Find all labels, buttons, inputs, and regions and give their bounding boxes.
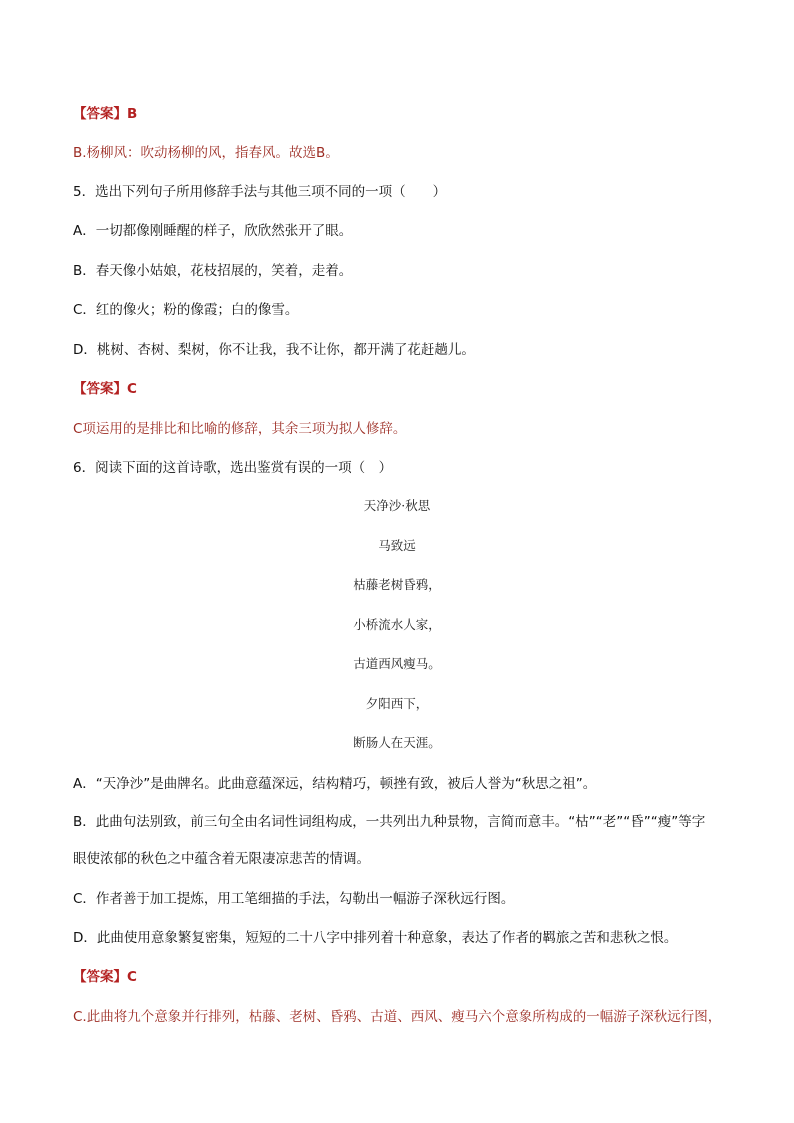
poem-author: 马致远 <box>378 538 416 553</box>
question-5-option-b: B．春天像小姑娘，花枝招展的，笑着，走着。 <box>73 263 353 279</box>
question-6-stem: 6．阅读下面的这首诗歌，选出鉴赏有误的一项（ ） <box>73 460 393 476</box>
question-6-option-c: C．作者善于加工提炼，用工笔细描的手法，勾勒出一幅游子深秋远行图。 <box>73 891 515 907</box>
poem-line: 古道西风瘦马。 <box>353 656 441 671</box>
answer-explanation: C项运用的是排比和比喻的修辞，其余三项为拟人修辞。 <box>73 421 407 437</box>
poem-line: 夕阳西下， <box>365 696 429 711</box>
question-6-option-b-line-2: 眼使浓郁的秋色之中蕴含着无限凄凉悲苦的情调。 <box>73 851 370 867</box>
question-5-option-c: C．红的像火；粉的像霞；白的像雪。 <box>73 302 299 318</box>
question-6-option-b-line-1: B．此曲句法别致，前三句全由名词性词组构成，一共列出九种景物，言简而意丰。“枯”“老”“昏”“瘦”等字 <box>73 814 706 830</box>
question-6-option-d: D．此曲使用意象繁复密集，短短的二十八字中排列着十种意象，表达了作者的羁旅之苦和悲秋之恨。 <box>73 930 678 946</box>
answer-label: 【答案】C <box>73 969 137 985</box>
poem-title: 天净沙·秋思 <box>363 498 431 513</box>
question-6-option-a: A．“天净沙”是曲牌名。此曲意蕴深远，结构精巧，顿挫有致，被后人誉为“秋思之祖”。 <box>73 776 597 792</box>
answer-label: 【答案】B <box>73 106 138 122</box>
poem-line: 枯藤老树昏鸦， <box>353 577 441 592</box>
answer-label: 【答案】C <box>73 381 137 397</box>
question-5-option-d: D．桃树、杏树、梨树，你不让我，我不让你，都开满了花赶趟儿。 <box>73 342 475 358</box>
poem-line: 小桥流水人家， <box>353 617 441 632</box>
question-5-option-a: A．一切都像刚睡醒的样子，欣欣然张开了眼。 <box>73 223 353 239</box>
answer-explanation: C.此曲将九个意象并行排列，枯藤、老树、昏鸦、古道、西风、瘦马六个意象所构成的一幅游子深秋远行图， <box>73 1009 722 1025</box>
answer-explanation: B.杨柳风：吹动杨柳的风，指春风。故选B。 <box>73 145 339 161</box>
poem-line: 断肠人在天涯。 <box>353 735 441 750</box>
question-5-stem: 5．选出下列句子所用修辞手法与其他三项不同的一项（ ） <box>73 184 447 200</box>
